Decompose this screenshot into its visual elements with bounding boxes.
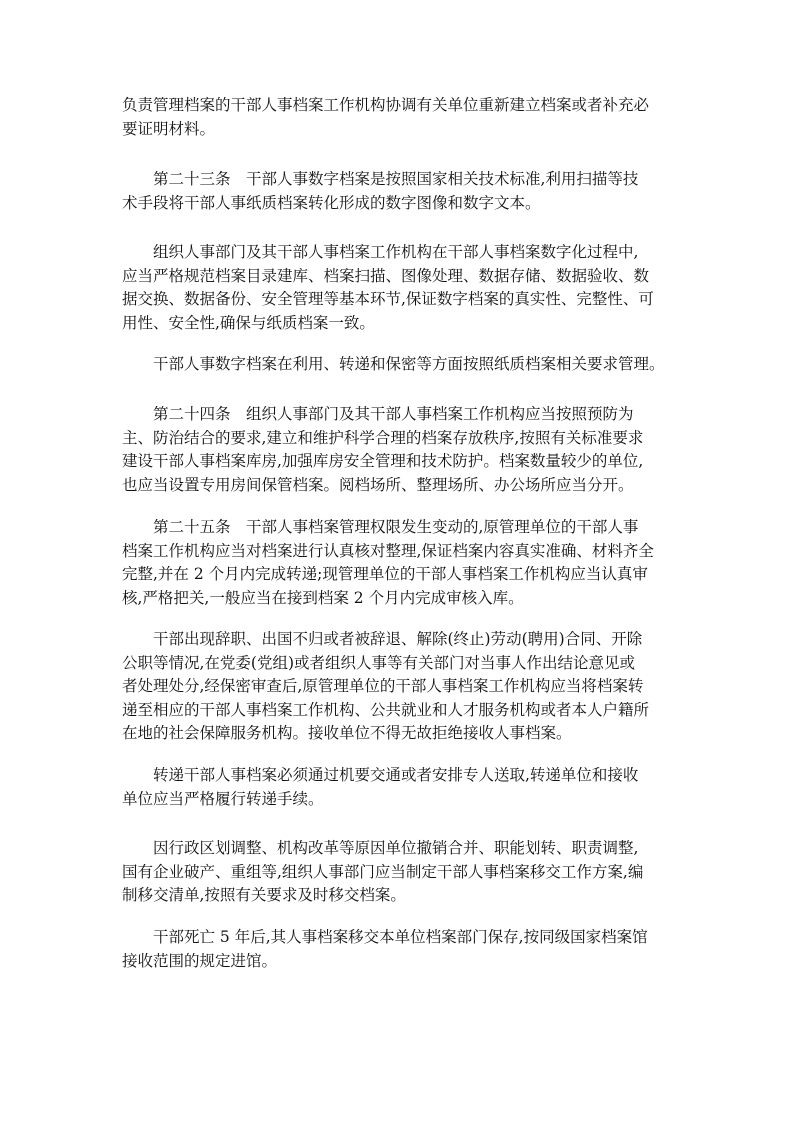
text-line: 接收范围的规定进馆。 [122,951,278,970]
text-line: 完整,并在 2 个月内完成转递;现管理单位的干部人事档案工作机构应当认真审 [122,565,648,583]
article-23 [122,168,682,215]
paragraph-digital-management [122,353,682,377]
text-line: 因行政区划调整、机构改革等原因单位撤销合并、职能划转、职责调整, [153,839,639,857]
paragraph-transfer-method [122,764,682,811]
text-line: 要证明材料。 [122,119,216,138]
paragraph-restructuring [122,837,682,908]
text-line: 档案工作机构应当对档案进行认真核对整理,保证档案内容真实准确、材料齐全 [122,541,654,560]
text-line: 据交换、数据备份、安全管理等基本环节,保证数字档案的真实性、完整性、可 [122,290,654,308]
text-line: 干部人事数字档案在利用、转递和保密等方面按照纸质档案相关要求管理。 [153,355,665,373]
text-line: 制移交清单,按照有关要求及时移交档案。 [122,886,406,904]
paragraph-resignation-transfer [122,628,682,746]
text-line: 国有企业破产、重组等,组织人事部门应当制定干部人事档案移交工作方案,编 [122,862,644,881]
article-25 [122,516,682,610]
text-line: 建设干部人事档案库房,加强库房安全管理和技术防护。档案数量较少的单位, [122,452,644,470]
text-line: 者处理处分,经保密审查后,原管理单位的干部人事档案工作机构应当将档案转 [122,677,644,695]
text-line: 主、防治结合的要求,建立和维护科学合理的档案存放秩序,按照有关标准要求 [122,428,644,447]
paragraph-deceased [122,926,682,973]
text-line: 组织人事部门及其干部人事档案工作机构在干部人事档案数字化过程中, [153,243,639,261]
text-line: 也应当设置专用房间保管档案。阅档场所、整理场所、办公场所应当分开。 [122,475,634,494]
text-line: 用性、安全性,确保与纸质档案一致。 [122,313,375,332]
text-line: 负责管理档案的干部人事档案工作机构协调有关单位重新建立档案或者补充必 [122,96,650,114]
text-line: 第二十三条 干部人事数字档案是按照国家相关技术标准,利用扫描等技 [153,170,639,188]
text-line: 在地的社会保障服务机构。接收单位不得无故拒绝接收人事档案。 [122,724,572,742]
text-line: 递至相应的干部人事档案工作机构、公共就业和人才服务机构或者本人户籍所 [122,700,650,719]
text-line: 转递干部人事档案必须通过机要交通或者安排专人送取,转递单位和接收 [153,766,639,784]
article-24 [122,403,682,497]
text-line: 干部出现辞职、出国不归或者被辞退、解除(终止)劳动(聘用)合同、开除 [153,630,643,648]
paragraph-digitization [122,241,682,335]
paragraph-continuation [122,94,682,141]
text-line: 核,严格把关,一般应当在接到档案 2 个月内完成审核入库。 [122,588,524,607]
text-line: 第二十五条 干部人事档案管理权限发生变动的,原管理单位的干部人事 [153,518,639,536]
text-line: 应当严格规范档案目录建库、档案扫描、图像处理、数据存储、数据验收、数 [122,266,650,285]
text-line: 干部死亡 5 年后,其人事档案移交本单位档案部门保存,按同级国家档案馆 [153,928,648,946]
text-line: 术手段将干部人事纸质档案转化形成的数字图像和数字文本。 [122,193,541,212]
text-line: 公职等情况,在党委(党组)或者组织人事等有关部门对当事人作出结论意见或 [122,653,636,672]
text-line: 单位应当严格履行转递手续。 [122,789,324,808]
text-line: 第二十四条 组织人事部门及其干部人事档案工作机构应当按照预防为 [153,405,634,423]
